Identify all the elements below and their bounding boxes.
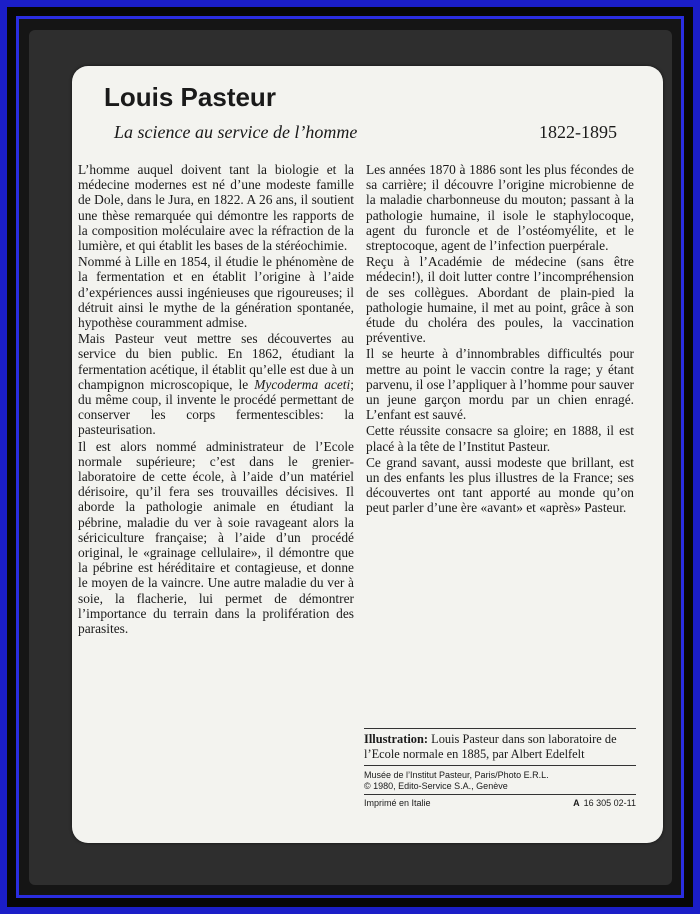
species-name: Mycoderma aceti xyxy=(254,376,351,392)
code-letter: A xyxy=(573,798,580,808)
left-paragraph-1: L’homme auquel doivent tant la biologie et la médecine modernes est né d’une modeste famille de Dole, dans le Jura, en 1822. A 26 ans, il soutient une thèse remarquée qui démontre les rapports de la composition moléculaire avec la réfraction de la lumière, et qui établit les bases de la stéréochimie. xyxy=(78,162,354,254)
card-subtitle: La science au service de l’homme xyxy=(114,122,358,142)
credit-line-museum: Musée de l’Institut Pasteur, Paris/Photo E.R.L. xyxy=(364,770,549,780)
card-footer xyxy=(364,728,636,808)
illustration-label: Illustration: xyxy=(364,732,429,746)
printed-in: Imprimé en Italie xyxy=(364,798,431,808)
card-code xyxy=(573,798,636,808)
left-paragraph-3: Mais Pasteur veut mettre ses découvertes au service du bien public. En 1862, étudiant la fermentation acétique, il établit qu’elle est due à un champignon microscopique, le Mycoderma aceti; du même coup, il invente le procédé permettant de conserver les corps fermentescibles: la pasteurisation. xyxy=(78,331,354,438)
right-paragraph-3: Il se heurte à d’innombrables difficultés pour mettre au point le vaccin contre la rage; y étant parvenu, il ose l’appliquer à l’homme pour sauver un jeune garçon mordu par un chien enragé. L’enfant est sauvé. xyxy=(366,346,634,423)
encyclopedia-card xyxy=(72,66,663,843)
print-line xyxy=(364,795,636,808)
life-dates: 1822-1895 xyxy=(539,122,617,142)
right-paragraph-2: Reçu à l’Académie de médecine (sans être médecin!), il doit lutter contre l’incompréhension de ses collègues. Abordant de plain-pied la pathologie humaine, il met au point, grâce à son étude du choléra des poules, la vaccination préventive. xyxy=(366,254,634,346)
illustration-text: Louis Pasteur dans son laboratoire de l’Ecole normale en 1885, par Albert Edelfelt xyxy=(364,732,617,761)
code-number: 16 305 02-11 xyxy=(583,798,636,808)
credit-line-copyright: © 1980, Edito-Service S.A., Genève xyxy=(364,780,508,791)
photo-credits xyxy=(364,766,636,794)
left-paragraph-4: Il est alors nommé administrateur de l’Ecole normale supérieure; c’est dans le grenier-laboratoire de cette école, à l’aide d’un matériel dérisoire, qu’il fera ses trouvailles décisives. Il aborde la pathologie animale en étudiant la pébrine, maladie du ver à soie ravageant alors la sériciculture française; à l’aide d’un procédé original, le «grainage cellulaire», il démontre que la pébrine est héréditaire et contagieuse, et donne le moyen de la vaincre. Une autre maladie du ver à soie, la flacherie, lui permet de démontrer l’importance du terrain dans la prolifération des parasites. xyxy=(78,438,354,637)
illustration-caption xyxy=(364,729,636,765)
left-text-column xyxy=(78,162,354,637)
right-paragraph-1: Les années 1870 à 1886 sont les plus fécondes de sa carrière; il découvre l’origine microbienne de la maladie charbonneuse du mouton; passant à la pathologie humaine, il isole le staphylocoque, agent du furoncle et de l’ostéomyélite, et le streptocoque, agent de l’infection puerpérale. xyxy=(366,162,634,254)
right-paragraph-4: Cette réussite consacre sa gloire; en 1888, il est placé à la tête de l’Institut Pasteur. xyxy=(366,423,634,454)
left-paragraph-2: Nommé à Lille en 1854, il étudie le phénomène de la fermentation et en établit l’origine à l’aide d’expériences aussi ingénieuses que rigoureuses; il détruit ainsi le mythe de la génération spontanée, hypothèse couramment admise. xyxy=(78,254,354,331)
card-title: Louis Pasteur xyxy=(104,82,276,112)
right-text-column xyxy=(366,162,634,517)
right-paragraph-5: Ce grand savant, aussi modeste que brillant, est un des enfants les plus illustres de la France; ses découvertes ont tant apporté au monde qu’on peut parler d’une ère «avant» et «après» Pasteur. xyxy=(366,454,634,516)
